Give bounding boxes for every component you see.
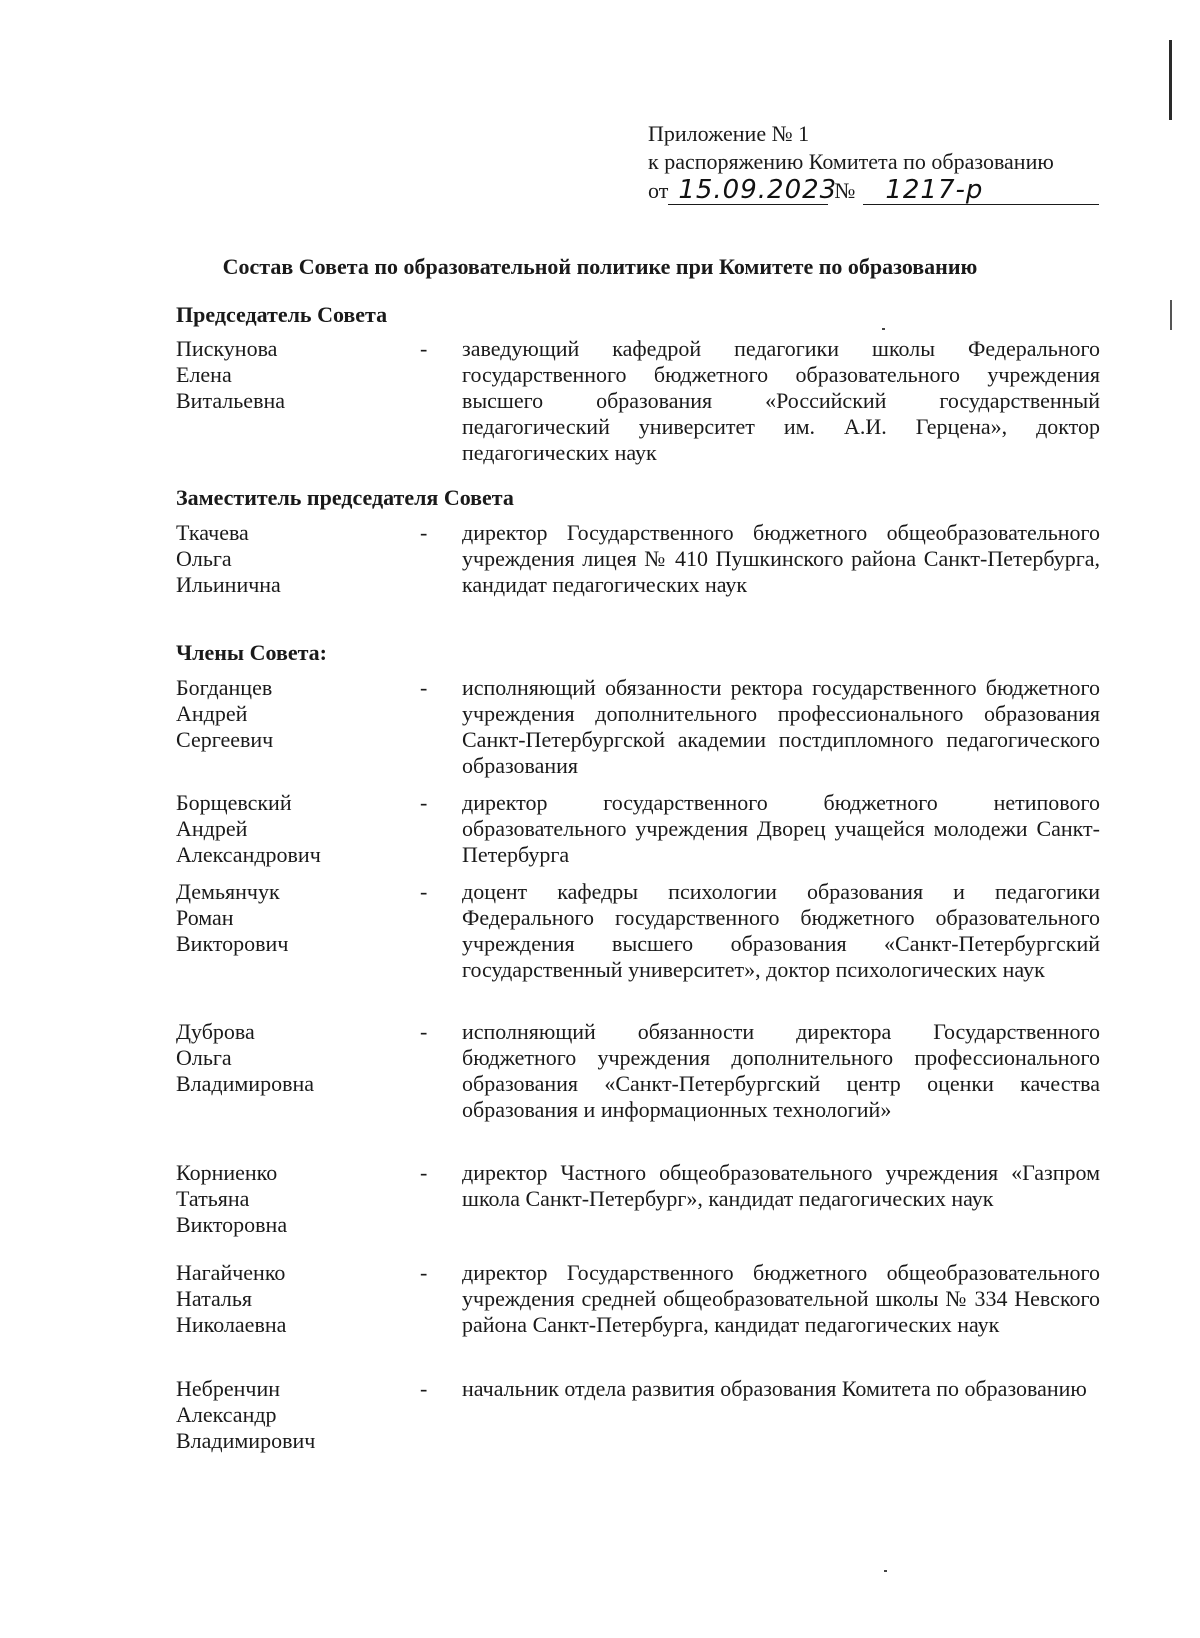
scan-speck bbox=[884, 1570, 887, 1572]
member-description: директор Государственного бюджетного общеобразовательного учреждения средней общеобразовательной школы № 334 Невского района Санкт-Петербурга, кандидат педагогических наук bbox=[462, 1260, 1100, 1337]
member-first-name: Александр bbox=[176, 1402, 277, 1427]
appendix-subtitle: к распоряжению Комитета по образованию bbox=[648, 149, 1054, 174]
member-surname: Демьянчук bbox=[176, 879, 280, 904]
member-description: заведующий кафедрой педагогики школы Федерального государственного бюджетного образовательного учреждения высшего образования «Российский государственный педагогический университет им. А.И. Герцена», доктор педагогических наук bbox=[462, 336, 1100, 465]
member-dash: - bbox=[420, 675, 428, 700]
member-description: начальник отдела развития образования Комитета по образованию bbox=[462, 1376, 1087, 1401]
appendix-title: Приложение № 1 bbox=[648, 121, 810, 146]
member-description: исполняющий обязанности ректора государственного бюджетного учреждения дополнительного профессионального образования Санкт-Петербургской академии постдипломного педагогического образования bbox=[462, 675, 1100, 778]
member-name bbox=[176, 1260, 416, 1338]
number-label: № bbox=[834, 178, 856, 203]
member-description: доцент кафедры психологии образования и педагогики Федерального государственного бюджетного образовательного учреждения высшего образования «Санкт-Петербургский государственный университет», доктор психологических наук bbox=[462, 879, 1100, 982]
member-name bbox=[176, 675, 416, 753]
member-name bbox=[176, 336, 416, 414]
member-dash: - bbox=[420, 790, 428, 815]
member-patronymic: Александрович bbox=[176, 842, 321, 867]
member-patronymic: Викторовна bbox=[176, 1212, 288, 1237]
member-surname: Корниенко bbox=[176, 1160, 278, 1185]
member-surname: Пискунова bbox=[176, 336, 278, 361]
member-patronymic: Викторович bbox=[176, 931, 289, 956]
member-patronymic: Ильинична bbox=[176, 572, 281, 597]
member-first-name: Елена bbox=[176, 362, 232, 387]
document-title: Состав Совета по образовательной политике при Комитете по образованию bbox=[222, 254, 978, 279]
member-dash: - bbox=[420, 1376, 428, 1401]
member-first-name: Ольга bbox=[176, 546, 232, 571]
member-surname: Ткачева bbox=[176, 520, 249, 545]
member-first-name: Роман bbox=[176, 905, 234, 930]
member-patronymic: Владимирович bbox=[176, 1428, 316, 1453]
member-surname: Богданцев bbox=[176, 675, 273, 700]
member-dash: - bbox=[420, 879, 428, 904]
member-dash: - bbox=[420, 336, 428, 361]
scan-edge-mark bbox=[1170, 300, 1172, 330]
appendix-header bbox=[648, 120, 1099, 205]
member-name bbox=[176, 879, 416, 957]
member-name bbox=[176, 520, 416, 598]
scan-edge-mark bbox=[1169, 40, 1172, 120]
member-description: исполняющий обязанности директора Государственного бюджетного учреждения дополнительного профессионального образования «Санкт-Петербургский центр оценки качества образования и информационных технологий» bbox=[462, 1019, 1100, 1122]
member-patronymic: Николаевна bbox=[176, 1312, 287, 1337]
section-heading-members: Члены Совета: bbox=[176, 640, 327, 665]
handwritten-order-number: 1217-р bbox=[863, 176, 1099, 205]
member-name bbox=[176, 1376, 416, 1454]
section-heading-chair: Председатель Совета bbox=[176, 302, 388, 327]
member-dash: - bbox=[420, 1019, 428, 1044]
member-dash: - bbox=[420, 1160, 428, 1185]
member-first-name: Наталья bbox=[176, 1286, 253, 1311]
member-dash: - bbox=[420, 1260, 428, 1285]
member-surname: Нагайченко bbox=[176, 1260, 286, 1285]
member-first-name: Татьяна bbox=[176, 1186, 250, 1211]
member-surname: Дуброва bbox=[176, 1019, 255, 1044]
handwritten-date: 15.09.2023 bbox=[668, 176, 828, 205]
member-patronymic: Сергеевич bbox=[176, 727, 274, 752]
member-first-name: Андрей bbox=[176, 701, 248, 726]
appendix-date-line bbox=[648, 176, 1099, 205]
member-description: директор Государственного бюджетного общеобразовательного учреждения лицея № 410 Пушкинского района Санкт-Петербурга, кандидат педагогических наук bbox=[462, 520, 1100, 597]
member-surname: Борщевский bbox=[176, 790, 292, 815]
member-surname: Небренчин bbox=[176, 1376, 280, 1401]
date-prefix: от bbox=[648, 178, 669, 203]
member-name bbox=[176, 1160, 416, 1238]
member-patronymic: Владимировна bbox=[176, 1071, 315, 1096]
member-name bbox=[176, 790, 416, 868]
member-patronymic: Витальевна bbox=[176, 388, 285, 413]
scan-speck bbox=[882, 328, 885, 330]
member-first-name: Ольга bbox=[176, 1045, 232, 1070]
member-description: директор Частного общеобразовательного учреждения «Газпром школа Санкт-Петербург», кандидат педагогических наук bbox=[462, 1160, 1100, 1211]
member-first-name: Андрей bbox=[176, 816, 248, 841]
member-description: директор государственного бюджетного нетипового образовательного учреждения Дворец учащейся молодежи Санкт-Петербурга bbox=[462, 790, 1100, 867]
member-name bbox=[176, 1019, 416, 1097]
member-dash: - bbox=[420, 520, 428, 545]
section-heading-deputy: Заместитель председателя Совета bbox=[176, 485, 514, 510]
